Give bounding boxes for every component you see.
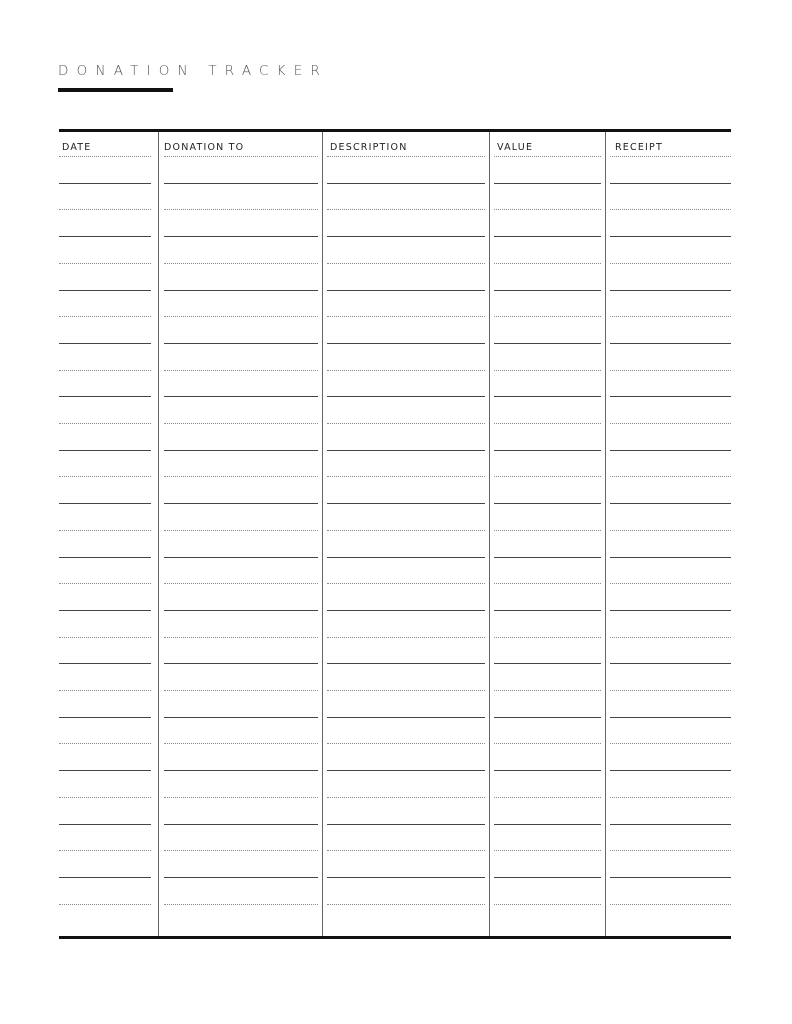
writing-line [327, 290, 485, 291]
writing-line [327, 717, 485, 718]
writing-line [494, 877, 601, 878]
writing-line [59, 717, 151, 718]
guide-line [327, 156, 485, 157]
writing-line [59, 290, 151, 291]
guide-line [494, 476, 601, 477]
writing-line [494, 610, 601, 611]
guide-line [327, 797, 485, 798]
writing-line [494, 717, 601, 718]
writing-line [327, 610, 485, 611]
writing-line [164, 824, 318, 825]
writing-line [494, 824, 601, 825]
guide-line [59, 476, 151, 477]
writing-line [59, 610, 151, 611]
guide-line [164, 797, 318, 798]
guide-line [164, 743, 318, 744]
writing-line [610, 290, 731, 291]
guide-line [610, 583, 731, 584]
guide-line [327, 530, 485, 531]
column-description [327, 132, 485, 936]
column-header-date: DATE [62, 142, 92, 153]
guide-line [610, 690, 731, 691]
writing-line [610, 663, 731, 664]
guide-line [610, 850, 731, 851]
column-header-donation-to: DONATION TO [164, 142, 245, 153]
table-bottom-rule [59, 936, 731, 939]
guide-line [59, 209, 151, 210]
writing-line [610, 396, 731, 397]
column-value [494, 132, 601, 936]
column-receipt [610, 132, 731, 936]
guide-line [59, 156, 151, 157]
guide-line [327, 209, 485, 210]
writing-line [164, 343, 318, 344]
writing-line [610, 877, 731, 878]
guide-line [327, 370, 485, 371]
guide-line [494, 850, 601, 851]
guide-line [164, 690, 318, 691]
guide-line [59, 637, 151, 638]
guide-line [327, 850, 485, 851]
guide-line [164, 156, 318, 157]
guide-line [610, 263, 731, 264]
guide-line [327, 743, 485, 744]
writing-line [610, 503, 731, 504]
guide-line [164, 530, 318, 531]
writing-line [494, 663, 601, 664]
guide-line [494, 904, 601, 905]
writing-line [494, 290, 601, 291]
writing-line [494, 396, 601, 397]
guide-line [327, 690, 485, 691]
writing-line [59, 770, 151, 771]
guide-line [610, 156, 731, 157]
writing-line [610, 557, 731, 558]
guide-line [494, 156, 601, 157]
writing-line [59, 343, 151, 344]
guide-line [610, 637, 731, 638]
writing-line [327, 343, 485, 344]
guide-line [610, 476, 731, 477]
writing-line [494, 236, 601, 237]
writing-line [327, 877, 485, 878]
writing-line [59, 663, 151, 664]
writing-line [327, 183, 485, 184]
writing-line [327, 770, 485, 771]
writing-line [59, 450, 151, 451]
guide-line [164, 209, 318, 210]
column-divider [605, 132, 606, 936]
guide-line [164, 370, 318, 371]
writing-line [164, 610, 318, 611]
writing-line [327, 557, 485, 558]
guide-line [59, 316, 151, 317]
guide-line [494, 743, 601, 744]
column-header-value: VALUE [497, 142, 534, 153]
guide-line [164, 904, 318, 905]
guide-line [59, 423, 151, 424]
writing-line [610, 824, 731, 825]
writing-line [59, 503, 151, 504]
guide-line [494, 637, 601, 638]
guide-line [610, 797, 731, 798]
writing-line [494, 557, 601, 558]
guide-line [610, 209, 731, 210]
guide-line [610, 423, 731, 424]
guide-line [494, 263, 601, 264]
guide-line [59, 263, 151, 264]
column-date [59, 132, 151, 936]
writing-line [327, 503, 485, 504]
writing-line [59, 824, 151, 825]
guide-line [494, 316, 601, 317]
guide-line [494, 370, 601, 371]
writing-line [59, 877, 151, 878]
donation-table [59, 129, 731, 939]
guide-line [610, 904, 731, 905]
writing-line [59, 183, 151, 184]
writing-line [164, 557, 318, 558]
writing-line [610, 236, 731, 237]
column-divider [489, 132, 490, 936]
guide-line [610, 370, 731, 371]
guide-line [327, 476, 485, 477]
guide-line [494, 423, 601, 424]
guide-line [59, 583, 151, 584]
guide-line [59, 850, 151, 851]
guide-line [164, 263, 318, 264]
guide-line [327, 423, 485, 424]
writing-line [59, 396, 151, 397]
guide-line [164, 850, 318, 851]
writing-line [164, 663, 318, 664]
writing-line [164, 770, 318, 771]
writing-line [610, 717, 731, 718]
writing-line [164, 450, 318, 451]
guide-line [494, 209, 601, 210]
writing-line [164, 183, 318, 184]
writing-line [610, 450, 731, 451]
writing-line [610, 610, 731, 611]
writing-line [164, 877, 318, 878]
writing-line [59, 236, 151, 237]
guide-line [59, 743, 151, 744]
column-header-receipt: RECEIPT [615, 142, 663, 153]
guide-line [610, 530, 731, 531]
guide-line [59, 370, 151, 371]
guide-line [327, 637, 485, 638]
guide-line [164, 316, 318, 317]
writing-line [164, 717, 318, 718]
guide-line [164, 637, 318, 638]
writing-line [494, 183, 601, 184]
writing-line [327, 396, 485, 397]
writing-line [327, 824, 485, 825]
column-donation-to [164, 132, 318, 936]
writing-line [610, 183, 731, 184]
title-underline [58, 88, 173, 92]
writing-line [59, 557, 151, 558]
writing-line [327, 236, 485, 237]
guide-line [494, 690, 601, 691]
guide-line [327, 316, 485, 317]
guide-line [327, 904, 485, 905]
writing-line [164, 503, 318, 504]
writing-line [494, 450, 601, 451]
writing-line [494, 770, 601, 771]
writing-line [610, 770, 731, 771]
guide-line [494, 530, 601, 531]
column-header-description: DESCRIPTION [330, 142, 408, 153]
guide-line [164, 423, 318, 424]
page-title: DONATION TRACKER [58, 63, 329, 79]
guide-line [59, 797, 151, 798]
writing-line [494, 503, 601, 504]
guide-line [327, 263, 485, 264]
writing-line [610, 343, 731, 344]
writing-line [164, 396, 318, 397]
writing-line [327, 663, 485, 664]
guide-line [59, 690, 151, 691]
writing-line [164, 290, 318, 291]
column-divider [158, 132, 159, 936]
writing-line [164, 236, 318, 237]
guide-line [610, 743, 731, 744]
guide-line [164, 476, 318, 477]
guide-line [164, 583, 318, 584]
writing-line [327, 450, 485, 451]
guide-line [59, 530, 151, 531]
guide-line [59, 904, 151, 905]
writing-line [494, 343, 601, 344]
guide-line [610, 316, 731, 317]
column-divider [322, 132, 323, 936]
guide-line [494, 797, 601, 798]
guide-line [494, 583, 601, 584]
guide-line [327, 583, 485, 584]
